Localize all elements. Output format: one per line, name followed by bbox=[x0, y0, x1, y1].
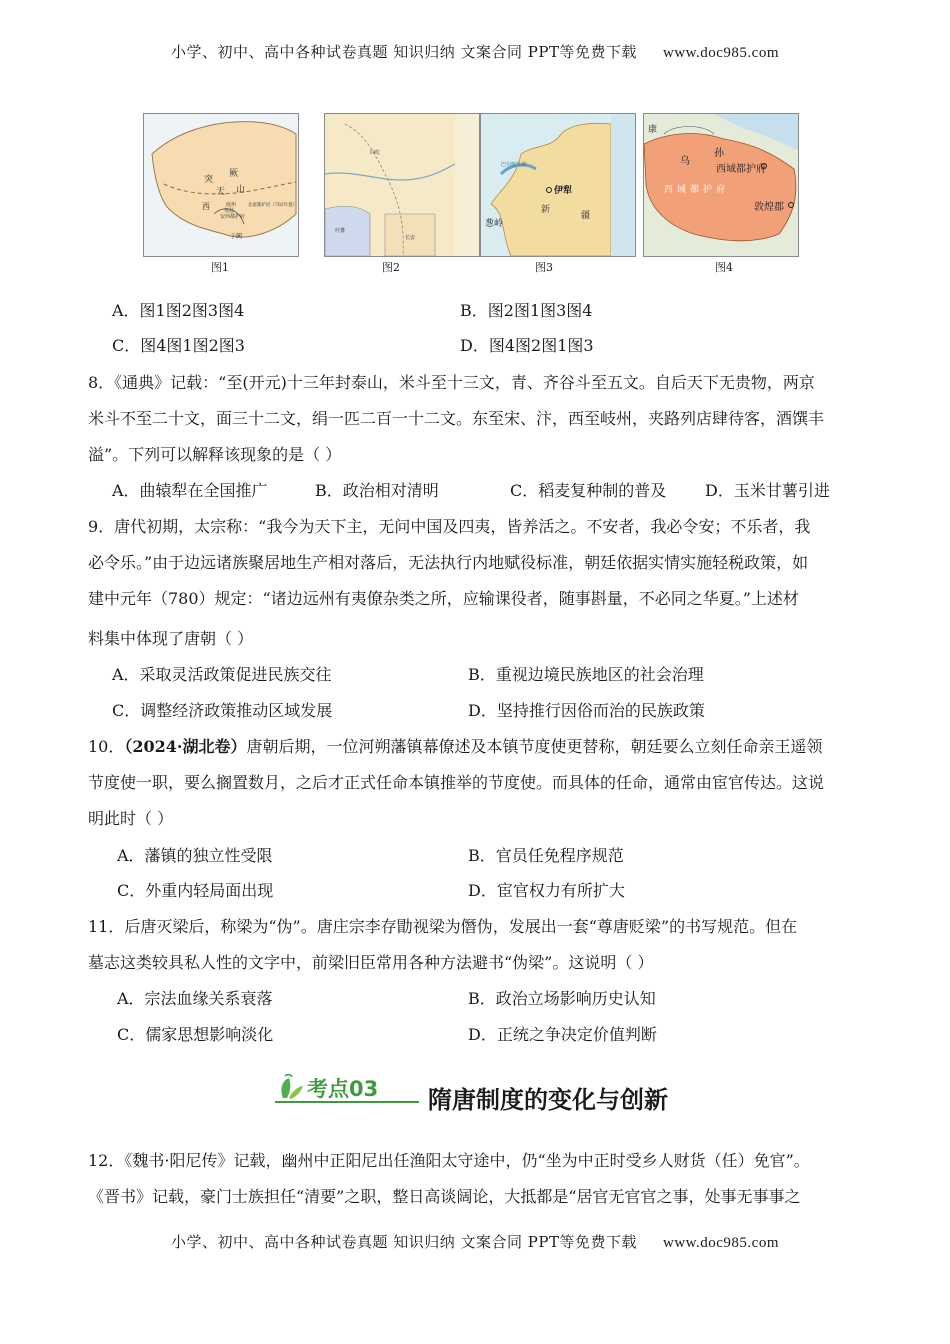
q9-line-4: 料集中体现了唐朝（ ） bbox=[88, 629, 254, 648]
section-title: 隋唐制度的变化与创新 bbox=[428, 1086, 668, 1114]
q8-option-b: B．政治相对清明 bbox=[315, 481, 439, 500]
footer-site: www.doc985.com bbox=[662, 1235, 779, 1251]
q10-source: （2024·湖北卷） bbox=[124, 737, 247, 756]
map2-label-c: 长安 bbox=[405, 235, 416, 241]
q9-option-d: D．坚持推行因俗而治的民族政策 bbox=[468, 701, 705, 720]
q9-line-3: 建中元年（780）规定：“诸边远州有夷僚杂类之所，应输课役者，随事斟量，不必同之华夏。”上述材 bbox=[88, 589, 799, 608]
q10-line-2: 节度使一职，要么搁置数月，之后才正式任命本镇推举的节度使。而具体的任命，通常由宦官传达。这说 bbox=[88, 773, 825, 792]
q9-line-1: 9．唐代初期，太宗称：“我今为天下主，无问中国及四夷，皆养活之。不安者，我必令安；不乐者，我 bbox=[88, 517, 811, 536]
map1-label-h: 安西都护府 bbox=[220, 214, 246, 220]
q11-line-1: 11．后唐灭梁后，称梁为“伪”。唐庄宗李存勖视梁为僭伪，发展出一套“尊唐贬梁”的书写规范。但在 bbox=[88, 917, 798, 936]
map2-label-b: 吐蕃 bbox=[335, 228, 346, 234]
q12-line-2: 《晋书》记载，豪门士族担任“清要”之职，整日高谈阔论，大抵都是“居官无官官之事，处事无事事之 bbox=[88, 1187, 801, 1206]
section-badge bbox=[273, 1072, 421, 1102]
header-site: www.doc985.com bbox=[662, 45, 779, 61]
q10-option-c: C．外重内轻局面出现 bbox=[117, 881, 274, 900]
q10-line-1-text: 唐朝后期，一位河朔藩镇幕僚述及本镇节度使更替称，朝廷要么立刻任命亲王遥领 bbox=[246, 737, 823, 756]
q12-line-1: 12．《魏书·阳尼传》记载，幽州中正阳尼出任渔阳太守途中，仍“坐为中正时受乡人财货（任）免官”。 bbox=[88, 1151, 810, 1170]
q10-line-3: 明此时（ ） bbox=[88, 809, 174, 828]
map1-label-g: 北庭都护府（702年置） bbox=[248, 203, 298, 208]
q11-option-d: D．正统之争决定价值判断 bbox=[468, 1025, 657, 1044]
map1-label-i: 龟兹 bbox=[224, 208, 235, 214]
map1-label-j: 于阗 bbox=[230, 233, 243, 240]
q10-line-1 bbox=[88, 736, 868, 758]
map-2-graphic bbox=[325, 114, 455, 256]
footer-text: 小学、初中、高中各种试卷真题 知识归纳 文案合同 PPT等免费下载 bbox=[170, 1233, 637, 1251]
map3-label-d: 疆 bbox=[581, 211, 591, 221]
q11-option-c: C．儒家思想影响淡化 bbox=[117, 1025, 274, 1044]
map-1-graphic bbox=[144, 114, 298, 256]
map1-label-c: 厥 bbox=[229, 169, 239, 179]
q11-option-a: A．宗法血缘关系衰落 bbox=[117, 989, 273, 1008]
map-4-graphic bbox=[644, 114, 799, 256]
q8-option-c: C．稻麦复种制的普及 bbox=[510, 481, 667, 500]
q10-option-a: A．藩镇的独立性受限 bbox=[117, 846, 273, 865]
q10-number: 10． bbox=[88, 737, 125, 756]
header-text: 小学、初中、高中各种试卷真题 知识归纳 文案合同 PPT等免费下载 bbox=[170, 43, 637, 61]
map-figure-1 bbox=[143, 113, 299, 257]
section-badge-graphic bbox=[273, 1072, 421, 1104]
map-caption-1: 图1 bbox=[211, 261, 229, 274]
map4-label-f: 康 bbox=[648, 125, 658, 135]
map3-label-c: 新 bbox=[541, 205, 551, 215]
map-figure-2 bbox=[324, 113, 480, 257]
q7-option-a: A．图1图2图3图4 bbox=[112, 301, 245, 320]
map4-label-e: 敦煌郡 bbox=[754, 202, 784, 213]
map1-label-e: 山 bbox=[236, 185, 246, 195]
map4-label-a: 乌 bbox=[680, 156, 690, 167]
map-figure-3 bbox=[480, 113, 636, 257]
q8-option-a: A．曲辕犁在全国推广 bbox=[112, 481, 268, 500]
q7-option-c: C．图4图1图2图3 bbox=[112, 336, 245, 355]
map4-label-b: 孙 bbox=[714, 148, 724, 159]
map-caption-3: 图3 bbox=[535, 261, 553, 274]
q8-line-1: 8．《通典》记载：“至(开元)十三年封泰山，米斗至十三文，青、齐谷斗至五文。自后天下无贵物，两京 bbox=[88, 373, 815, 392]
map-3-graphic bbox=[481, 114, 611, 256]
q9-option-a: A．采取灵活政策促进民族交往 bbox=[112, 665, 332, 684]
map1-label-d: 天 bbox=[216, 187, 226, 197]
q11-option-b: B．政治立场影响历史认知 bbox=[468, 989, 656, 1008]
map3-label-b: 伊犁 bbox=[554, 186, 573, 196]
page-header bbox=[0, 41, 950, 62]
page-footer bbox=[0, 1231, 950, 1252]
map1-label-a: 西 bbox=[202, 202, 210, 211]
q7-option-b: B．图2图1图3图4 bbox=[460, 301, 593, 320]
leaf-icon bbox=[281, 1075, 303, 1099]
map2-label-a: 回纥 bbox=[370, 150, 381, 156]
map1-label-f: 庭州 bbox=[226, 202, 237, 208]
map3-label-e: 葱岭 bbox=[485, 219, 504, 229]
q8-line-3: 溢”。下列可以解释该现象的是（ ） bbox=[88, 445, 342, 464]
map-caption-4: 图4 bbox=[715, 261, 733, 274]
map3-label-a: 巴尔喀什湖 bbox=[501, 162, 527, 168]
q11-line-2: 墓志这类较具私人性的文字中，前梁旧臣常用各种方法避书“伪梁”。这说明（ ） bbox=[88, 953, 654, 972]
map1-label-b: 突 bbox=[204, 175, 214, 185]
q9-option-c: C．调整经济政策推动区域发展 bbox=[112, 701, 333, 720]
q8-option-d: D．玉米甘薯引进 bbox=[705, 481, 830, 500]
q9-option-b: B．重视边境民族地区的社会治理 bbox=[468, 665, 704, 684]
q8-line-2: 米斗不至二十文，面三十二文，绢一匹二百一十二文。东至宋、汴，西至岐州，夹路列店肆待客，酒馔丰 bbox=[88, 409, 825, 428]
section-badge-text: 考点03 bbox=[307, 1077, 379, 1101]
map-figure-4 bbox=[643, 113, 799, 257]
q10-option-b: B．官员任免程序规范 bbox=[468, 846, 624, 865]
map-caption-2: 图2 bbox=[382, 261, 400, 274]
q9-line-2: 必令乐。”由于边远诸族聚居地生产相对落后，无法执行内地赋役标准，朝廷依据实情实施轻税政策，如 bbox=[88, 553, 809, 572]
q7-option-d: D．图4图2图1图3 bbox=[460, 336, 594, 355]
map4-label-d: 西域都护府 bbox=[664, 185, 730, 195]
q10-option-d: D．宦官权力有所扩大 bbox=[468, 881, 625, 900]
map4-label-c: 西域都护府 bbox=[716, 164, 766, 175]
